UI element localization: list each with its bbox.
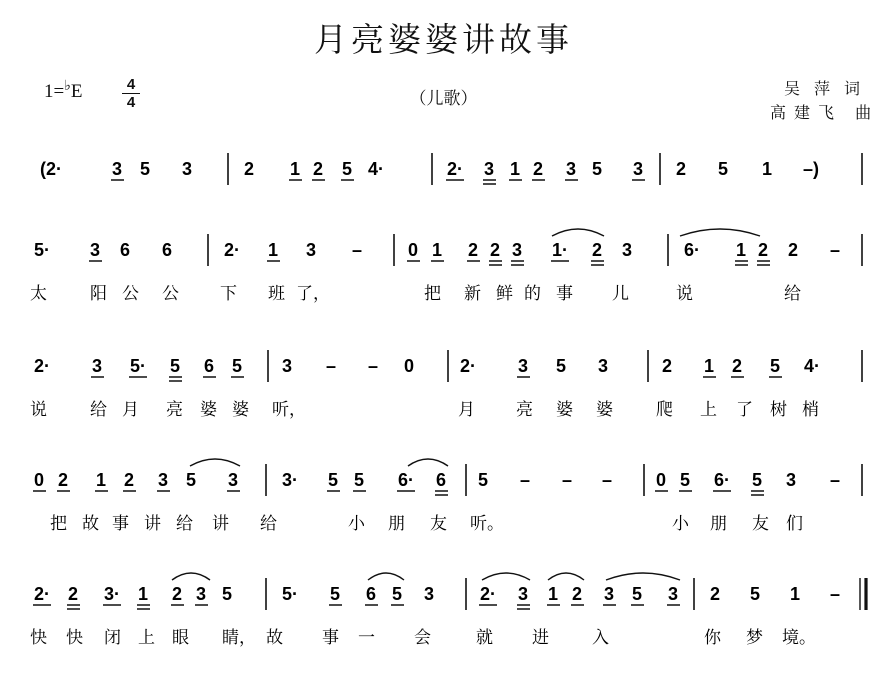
slur [172, 573, 210, 580]
lyric-char: 月 [122, 400, 139, 420]
lyric-char: 友 [430, 514, 447, 534]
note: 0 [34, 470, 45, 490]
lyric-char: 爬 [656, 400, 673, 420]
note: 3 [598, 356, 609, 376]
note: 5 [750, 584, 761, 604]
note: 5 [592, 159, 603, 179]
note: 5 [556, 356, 567, 376]
lyric-char: 讲 [212, 514, 229, 534]
composer-credit: 高建飞 曲 [770, 103, 880, 122]
note: 5 [752, 470, 763, 490]
note: 2 [172, 584, 183, 604]
note: 5 [718, 159, 729, 179]
lyric-char: 给 [90, 400, 107, 420]
note: – [562, 470, 573, 490]
lyric-char: 公 [122, 284, 139, 304]
lyric-char: 境。 [782, 628, 816, 648]
lyric-char: 会 [414, 628, 431, 648]
note: 2 [710, 584, 721, 604]
lyric-char: 鲜 [496, 284, 513, 304]
note: 5 [232, 356, 243, 376]
flat-sign: ♭ [64, 79, 71, 94]
lyric-char: 上 [138, 628, 155, 648]
lyric-char: 事 [112, 514, 129, 534]
note: 2· [460, 356, 477, 376]
song-title: 月亮婆婆讲故事 [314, 20, 573, 59]
lyric-char: 快 [30, 628, 47, 648]
note: – [830, 584, 841, 604]
lyric-char: 阳 [90, 284, 107, 304]
note: 5 [222, 584, 233, 604]
note: 5 [140, 159, 151, 179]
note: 2 [758, 240, 769, 260]
note: – [830, 470, 841, 490]
note: 6 [436, 470, 447, 490]
note: 1· [552, 240, 569, 260]
note: 1 [790, 584, 801, 604]
note: 5 [392, 584, 403, 604]
lyric-char: 新 [464, 284, 481, 304]
note: 2 [732, 356, 743, 376]
note: 3 [484, 159, 495, 179]
note: 3 [182, 159, 193, 179]
lyric-char: 就 [476, 628, 493, 648]
lyricist-credit: 吴萍词 [784, 79, 875, 98]
lyric-char: 月 [458, 400, 475, 420]
note: 2 [468, 240, 479, 260]
note: 2 [572, 584, 583, 604]
note: 1 [548, 584, 559, 604]
note: 5 [342, 159, 353, 179]
lyric-char: 婆 [556, 400, 573, 420]
note: 6 [366, 584, 377, 604]
lyric-char: 听。 [470, 514, 504, 534]
note: –) [803, 159, 820, 179]
lyric-char: 入 [592, 628, 609, 648]
note: 0 [656, 470, 667, 490]
lyric-char: 儿 [612, 284, 629, 304]
key-signature: 1=♭E [44, 79, 83, 102]
note: 3 [92, 356, 103, 376]
note: 1 [510, 159, 521, 179]
lyric-char: 把 [424, 284, 441, 304]
lyric-char: 的 [524, 284, 541, 304]
note: – [830, 240, 841, 260]
note: 6· [398, 470, 415, 490]
note: – [326, 356, 337, 376]
note: 3 [228, 470, 239, 490]
note: 1 [96, 470, 107, 490]
lyric-char: 班 [268, 284, 285, 304]
note: 2 [68, 584, 79, 604]
note: 3 [282, 356, 293, 376]
slur [680, 229, 760, 236]
lyric-char: 小 [348, 514, 365, 534]
note: 3 [518, 584, 529, 604]
note: 1 [138, 584, 149, 604]
lyric-char: 梦 [746, 628, 763, 648]
note: 4· [368, 159, 385, 179]
note: 1 [704, 356, 715, 376]
note: 0 [408, 240, 419, 260]
lyric-char: 友 [752, 514, 769, 534]
lyric-char: 朋 [388, 514, 405, 534]
note: 5 [170, 356, 181, 376]
note: 2· [447, 159, 464, 179]
note: 3 [566, 159, 577, 179]
note: 1 [762, 159, 773, 179]
note: 6 [162, 240, 173, 260]
lyric-char: 梢 [802, 400, 819, 420]
note: 2 [676, 159, 687, 179]
lyric-char: 快 [66, 628, 83, 648]
lyric-char: 给 [260, 514, 277, 534]
lyric-char: 说 [30, 400, 47, 420]
slur [408, 459, 448, 466]
note: 1 [268, 240, 279, 260]
lyric-char: 故 [266, 628, 283, 648]
slur [482, 573, 530, 580]
lyric-char: 说 [676, 284, 693, 304]
note: 5 [328, 470, 339, 490]
note: 3 [633, 159, 644, 179]
lyric-char: 故 [82, 514, 99, 534]
note: 2 [124, 470, 135, 490]
note: 2 [592, 240, 603, 260]
note: 5 [354, 470, 365, 490]
note: 2 [313, 159, 324, 179]
note: 2· [224, 240, 241, 260]
time-signature-top: 4 [126, 76, 136, 93]
note: 3 [604, 584, 615, 604]
slur [548, 573, 584, 580]
note: (2· [40, 159, 62, 179]
note: 6· [684, 240, 701, 260]
lyric-char: 一 [358, 628, 375, 648]
lyric-char: 太 [30, 284, 47, 304]
note: 0 [404, 356, 415, 376]
note: 5 [478, 470, 489, 490]
note: 2 [662, 356, 673, 376]
note: 2 [533, 159, 544, 179]
lyric-char: 婆 [232, 400, 249, 420]
note: 2 [58, 470, 69, 490]
note: 3 [196, 584, 207, 604]
note: 3 [306, 240, 317, 260]
note: – [520, 470, 531, 490]
note: 6 [120, 240, 131, 260]
lyric-char: 亮 [166, 400, 183, 420]
lyric-char: 了， [296, 284, 330, 304]
lyric-char: 把 [50, 514, 67, 534]
lyric-char: 事 [322, 628, 339, 648]
lyric-char: 闭 [104, 628, 121, 648]
time-signature-bottom: 4 [122, 93, 140, 111]
note: 5 [330, 584, 341, 604]
note: 2· [480, 584, 497, 604]
note: 3 [158, 470, 169, 490]
lyric-char: 上 [700, 400, 717, 420]
note: 3· [104, 584, 121, 604]
note: 3 [424, 584, 435, 604]
lyric-char: 朋 [710, 514, 727, 534]
lyric-char: 亮 [516, 400, 533, 420]
note: 5· [34, 240, 51, 260]
note: 3 [90, 240, 101, 260]
note: 1 [736, 240, 747, 260]
slur [552, 229, 604, 236]
note: 1 [432, 240, 443, 260]
note: 2 [490, 240, 501, 260]
note: 5· [130, 356, 147, 376]
lyric-char: 了 [736, 400, 753, 420]
note: – [602, 470, 613, 490]
note: 3 [518, 356, 529, 376]
slur [368, 573, 404, 580]
note: 5 [186, 470, 197, 490]
genre-label: （儿歌） [409, 89, 478, 109]
lyric-char: 眼 [172, 628, 189, 648]
lyric-char: 们 [786, 514, 803, 534]
lyric-char: 睛， [222, 628, 256, 648]
note: 5 [680, 470, 691, 490]
slur [606, 573, 680, 580]
lyric-char: 进 [532, 628, 549, 648]
note: 5 [770, 356, 781, 376]
lyric-char: 给 [784, 284, 801, 304]
lyric-char: 事 [556, 284, 573, 304]
note: 5· [282, 584, 299, 604]
lyric-char: 婆 [200, 400, 217, 420]
note: 5 [632, 584, 643, 604]
note: 4· [804, 356, 821, 376]
note: 3 [512, 240, 523, 260]
lyric-char: 小 [672, 514, 689, 534]
lyric-char: 婆 [596, 400, 613, 420]
note: 3· [282, 470, 299, 490]
note: – [368, 356, 379, 376]
note: 2 [788, 240, 799, 260]
note: – [352, 240, 363, 260]
lyric-char: 树 [770, 400, 787, 420]
note: 3 [112, 159, 123, 179]
note: 1 [290, 159, 301, 179]
note: 2· [34, 584, 51, 604]
note: 2 [244, 159, 255, 179]
lyric-char: 你 [704, 628, 721, 648]
note: 6 [204, 356, 215, 376]
slur [190, 459, 240, 466]
lyric-char: 公 [162, 284, 179, 304]
lyric-char: 讲 [144, 514, 161, 534]
lyric-char: 听， [272, 400, 306, 420]
note: 3 [668, 584, 679, 604]
lyric-char: 下 [220, 284, 237, 304]
lyric-char: 给 [176, 514, 193, 534]
note: 6· [714, 470, 731, 490]
note: 3 [622, 240, 633, 260]
note: 2· [34, 356, 51, 376]
note: 3 [786, 470, 797, 490]
